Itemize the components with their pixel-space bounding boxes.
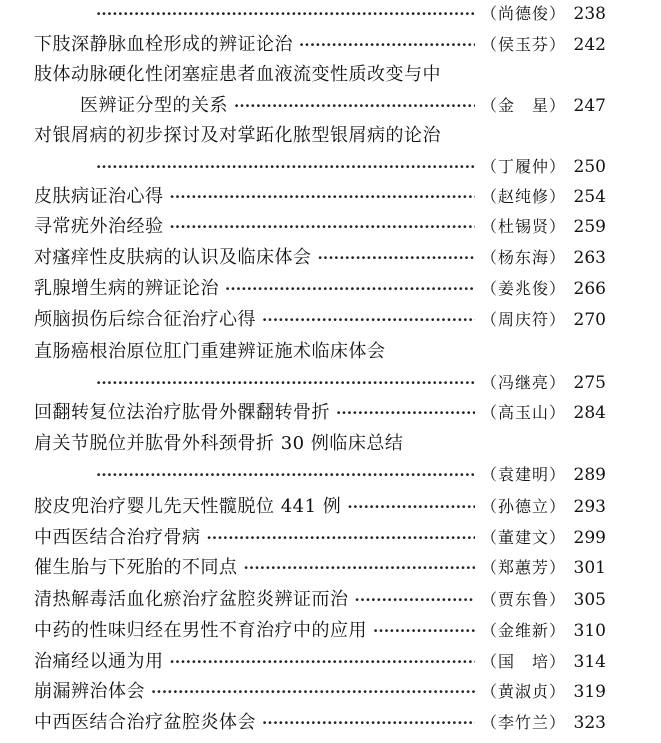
toc-entry — [34, 649, 606, 675]
entry-page: 284 — [573, 403, 606, 423]
entry-page: 314 — [573, 652, 606, 672]
entry-author: （黄淑贞） — [480, 682, 566, 701]
toc-entry — [34, 370, 606, 396]
toc-entry-heading — [34, 62, 606, 88]
dot-leader — [170, 649, 475, 675]
entry-author: （侯玉芬） — [480, 35, 566, 54]
entry-title: 医辨证分型的关系 — [80, 95, 228, 116]
toc-entry-heading — [34, 123, 606, 149]
entry-author: （贾东鲁） — [480, 590, 566, 609]
toc-entry — [34, 618, 606, 644]
toc-entry — [34, 494, 606, 520]
toc-entry — [34, 214, 606, 240]
entry-page: 275 — [573, 373, 606, 393]
entry-page: 254 — [573, 187, 606, 207]
entry-author: （金 星） — [480, 96, 566, 115]
dot-leader — [318, 245, 475, 271]
entry-author: （杜锡贤） — [480, 217, 566, 236]
entry-page: 305 — [573, 590, 606, 610]
entry-title: 肩关节脱位并肱骨外科颈骨折 30 例临床总结 — [34, 433, 404, 454]
entry-page: 238 — [573, 4, 606, 24]
entry-author: （李竹兰） — [480, 713, 566, 732]
entry-page: 323 — [573, 713, 606, 733]
entry-title: 清热解毒活血化瘀治疗盆腔炎辨证而治 — [34, 589, 349, 610]
toc-entry — [34, 525, 606, 551]
dot-leader — [207, 525, 475, 551]
entry-page: 250 — [573, 157, 606, 177]
dot-leader — [151, 679, 475, 705]
entry-title: 崩漏辨治体会 — [34, 681, 145, 702]
dot-leader — [347, 494, 475, 520]
dot-leader — [96, 1, 475, 27]
entry-author: （袁建明） — [480, 465, 566, 484]
dot-leader — [299, 32, 475, 58]
entry-page: 263 — [573, 248, 606, 268]
entry-title: 回翻转复位法治疗肱骨外髁翻转骨折 — [34, 402, 330, 423]
toc-entry — [34, 400, 606, 426]
entry-page: 289 — [573, 465, 606, 485]
toc-entry — [34, 245, 606, 271]
toc-entry — [34, 154, 606, 180]
dot-leader — [373, 618, 475, 644]
entry-title: 寻常疣外治经验 — [34, 216, 164, 237]
toc-entry-heading — [34, 431, 606, 457]
dot-leader — [244, 555, 475, 581]
dot-leader — [225, 276, 475, 302]
entry-page: 259 — [573, 217, 606, 237]
toc-entry — [34, 184, 606, 210]
dot-leader — [262, 307, 475, 333]
entry-title: 中西医结合治疗盆腔炎体会 — [34, 712, 256, 733]
entry-page: 301 — [573, 558, 606, 578]
entry-title: 直肠癌根治原位肛门重建辨证施术临床体会 — [34, 341, 386, 362]
entry-author: （丁履仲） — [480, 157, 566, 176]
dot-leader — [336, 400, 475, 426]
dot-leader — [96, 462, 475, 488]
dot-leader — [170, 184, 475, 210]
entry-title: 肢体动脉硬化性闭塞症患者血液流变性质改变与中 — [34, 64, 441, 85]
toc-entry — [34, 555, 606, 581]
entry-title: 治痛经以通为用 — [34, 651, 164, 672]
entry-title: 对银屑病的初步探讨及对掌跖化脓型银屑病的论治 — [34, 125, 441, 146]
toc-entry — [34, 679, 606, 705]
entry-title: 颅脑损伤后综合征治疗心得 — [34, 309, 256, 330]
entry-page: 299 — [573, 528, 606, 548]
entry-title: 胶皮兜治疗婴儿先天性髋脱位 441 例 — [34, 496, 342, 517]
toc-entry — [34, 307, 606, 333]
entry-author: （董建文） — [480, 528, 566, 547]
toc-entry — [34, 1, 606, 27]
dot-leader — [262, 710, 475, 736]
entry-author: （杨东海） — [480, 248, 566, 267]
entry-author: （高玉山） — [480, 403, 566, 422]
entry-title: 对瘙痒性皮肤病的认识及临床体会 — [34, 247, 312, 268]
dot-leader — [96, 154, 475, 180]
entry-author: （孙德立） — [480, 497, 566, 516]
entry-page: 266 — [573, 279, 606, 299]
entry-title: 皮肤病证治心得 — [34, 186, 164, 207]
dot-leader — [96, 370, 475, 396]
entry-page: 247 — [573, 96, 606, 116]
entry-title: 中药的性味归经在男性不育治疗中的应用 — [34, 620, 367, 641]
entry-author: （国 培） — [480, 652, 566, 671]
entry-title: 乳腺增生病的辨证论治 — [34, 278, 219, 299]
toc-entry — [34, 710, 606, 736]
entry-title: 中西医结合治疗骨病 — [34, 527, 201, 548]
entry-page: 270 — [573, 310, 606, 330]
entry-page: 293 — [573, 497, 606, 517]
entry-page: 310 — [573, 621, 606, 641]
entry-page: 319 — [573, 682, 606, 702]
toc-entry — [34, 462, 606, 488]
toc-entry — [80, 93, 606, 119]
entry-author: （金维新） — [480, 621, 566, 640]
entry-author: （姜兆俊） — [480, 279, 566, 298]
entry-author: （赵纯修） — [480, 187, 566, 206]
entry-author: （周庆符） — [480, 310, 566, 329]
entry-title: 下肢深静脉血栓形成的辨证论治 — [34, 34, 293, 55]
toc-entry — [34, 276, 606, 302]
entry-author: （尚德俊） — [480, 4, 566, 23]
entry-author: （郑蕙芳） — [480, 558, 566, 577]
entry-page: 242 — [573, 35, 606, 55]
dot-leader — [170, 214, 475, 240]
entry-author: （冯继亮） — [480, 373, 566, 392]
toc-entry-heading — [34, 339, 606, 365]
toc-entry — [34, 587, 606, 613]
dot-leader — [234, 93, 475, 119]
toc-entry — [34, 32, 606, 58]
entry-title: 催生胎与下死胎的不同点 — [34, 557, 238, 578]
dot-leader — [355, 587, 475, 613]
